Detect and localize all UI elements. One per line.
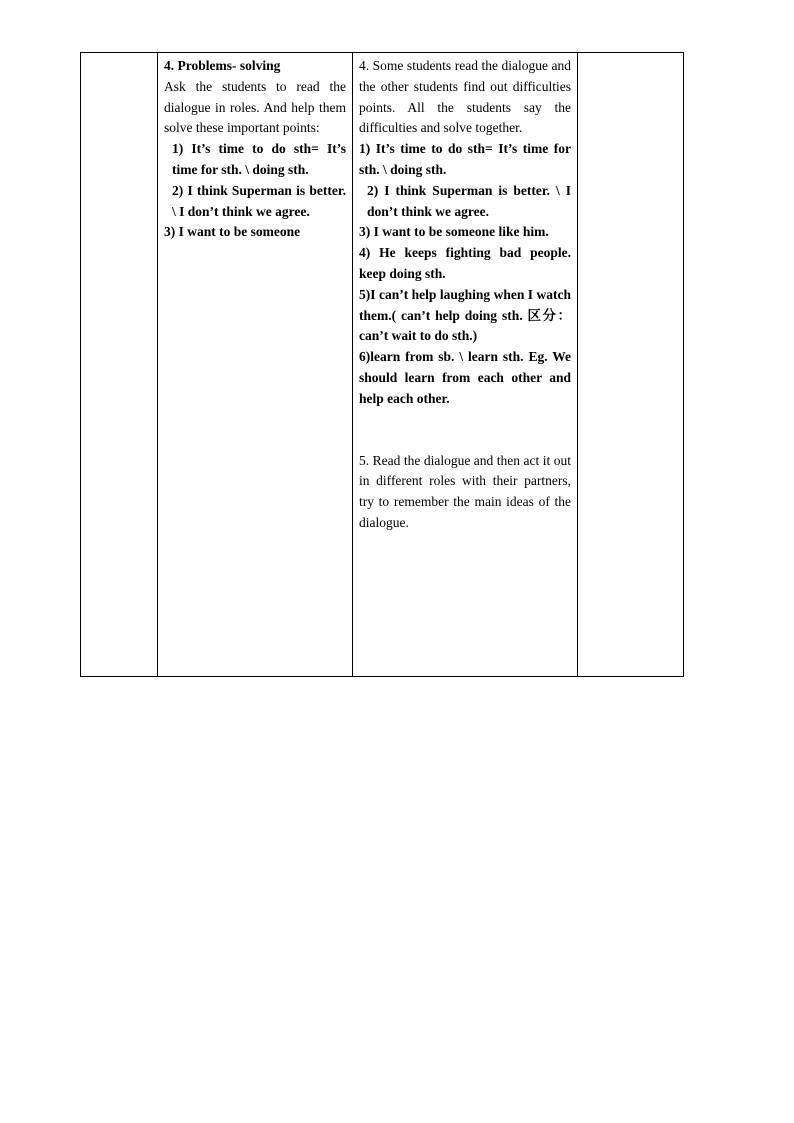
teacher-point-1: 1) It’s time to do sth= It’s time for sth. \ doing sth. [172,141,346,177]
student-step-5: 5. Read the dialogue and then act it out in different roles with their partners, try to remember the main ideas of the dialogue. [359,452,571,530]
teacher-point-2: 2) I think Superman is better. \ I don’t think we agree. [172,182,346,219]
stage-cell [81,53,157,676]
student-point-6: 6)learn from sb. \ learn sth. Eg. We should learn from each other and help each other. [359,349,571,406]
teacher-heading: 4. Problems- solving [164,58,281,73]
student-point-5: 5)I can’t help laughing when I watch them.( can’t help doing sth. 区分：can’t wait to do sth.) [359,286,571,344]
teacher-activity-cell [158,53,352,676]
student-intro: 4. Some students read the dialogue and the other students find out difficulties points. All the students say the difficulties and solve together. [359,58,572,136]
student-point-1: 1) It’s time to do sth= It’s time for sth. \ doing sth. [359,141,571,177]
student-point-3: 3) I want to be someone like him. [359,224,549,240]
student-activity-cell [353,53,577,676]
lesson-table [80,52,684,677]
teacher-intro: Ask the students to read the dialogue in roles. And help them solve these important points: [164,78,346,136]
student-point-2: 2) I think Superman is better. \ I don’t think we agree. [367,182,571,219]
notes-cell [578,53,683,676]
spacer [359,410,571,451]
teacher-point-3: 3) I want to be someone [164,224,301,240]
student-point-4: 4) He keeps fighting bad people. keep doing sth. [359,245,571,281]
